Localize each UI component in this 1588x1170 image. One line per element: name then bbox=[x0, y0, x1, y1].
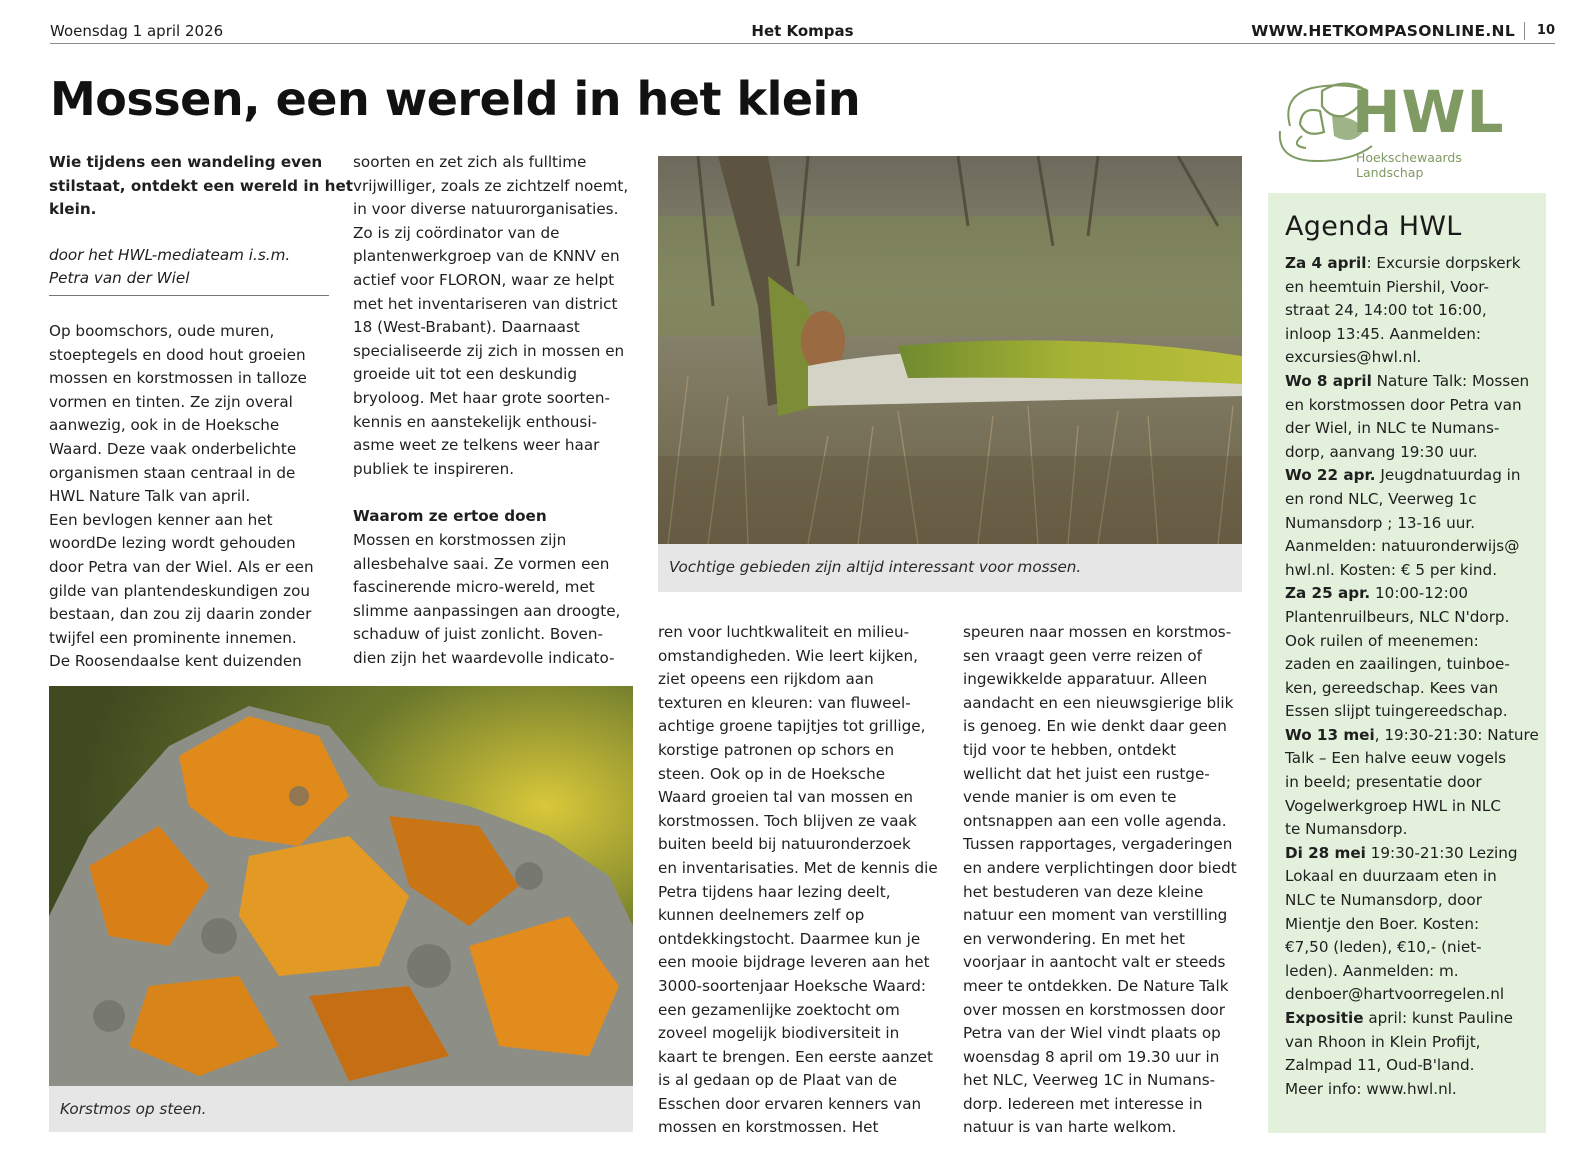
caption-lichen-rock: Korstmos op steen. bbox=[49, 1086, 633, 1132]
text-line: meer te ontdekken. De Nature Talk bbox=[963, 976, 1229, 995]
text-line: publiek te inspireren. bbox=[353, 459, 515, 478]
mossy-branch-image bbox=[658, 156, 1242, 544]
page-header bbox=[50, 22, 1555, 44]
text-line: Wie tijdens een wandeling even bbox=[49, 153, 323, 171]
text-line: een mooie bijdrage leveren aan het bbox=[658, 953, 930, 972]
text-line: Petra tijdens haar lezing deelt, bbox=[658, 882, 891, 901]
text-line: is al gedaan op de Plaat van de bbox=[658, 1071, 898, 1090]
newspaper-name: Het Kompas bbox=[751, 22, 854, 40]
text-line: steen. Ook op in de Hoeksche bbox=[658, 764, 886, 783]
agenda-text: Vogelwerkgroep HWL in NLC bbox=[1285, 796, 1501, 815]
agenda-text: : Excursie dorpskerk bbox=[1366, 254, 1521, 272]
hwl-logo[interactable] bbox=[1272, 76, 1532, 180]
agenda-text: €7,50 (leden), €10,- (niet- bbox=[1285, 938, 1482, 957]
text-line: ren voor luchtkwaliteit en milieu- bbox=[658, 623, 910, 641]
text-line: stoeptegels en dood hout groeien bbox=[49, 345, 306, 364]
agenda-date: Wo 13 mei bbox=[1285, 725, 1375, 744]
article-body-part-1 bbox=[49, 320, 339, 674]
article-column-1 bbox=[49, 151, 354, 674]
text-line: door Petra van der Wiel. Als er een bbox=[49, 557, 314, 576]
text-line: met het inventariseren van district bbox=[353, 294, 618, 313]
article-body-part-2 bbox=[353, 151, 643, 481]
text-line: het NLC, Veerweg 1C in Numans- bbox=[963, 1071, 1216, 1090]
agenda-title: Agenda HWL bbox=[1285, 211, 1462, 242]
text-line: gilde van plantendeskundigen zou bbox=[49, 581, 311, 600]
agenda-text: Zalmpad 11, Oud-B'land. bbox=[1285, 1056, 1475, 1075]
agenda-box bbox=[1268, 193, 1546, 1133]
logo-subtitle: Hoekschewaards Landschap bbox=[1356, 150, 1462, 180]
text-line: Tussen rapportages, vergaderingen bbox=[963, 835, 1233, 854]
text-line: korstmossen. Toch blijven ze vaak bbox=[658, 811, 917, 830]
agenda-line bbox=[1285, 1007, 1536, 1031]
text-line: Op boomschors, oude muren, bbox=[49, 321, 275, 340]
agenda-line bbox=[1285, 1054, 1536, 1078]
agenda-line bbox=[1285, 1031, 1536, 1055]
agenda-text: dorp, aanvang 19:30 uur. bbox=[1285, 442, 1478, 461]
agenda-text: 19:30-21:30 Lezing bbox=[1365, 843, 1518, 862]
text-line: groeide uit tot een deskundig bbox=[353, 365, 577, 384]
article-column-2 bbox=[353, 151, 643, 670]
photo-mossy-branch bbox=[658, 156, 1242, 544]
text-line: voorjaar in aantocht valt er steeds bbox=[963, 953, 1226, 972]
agenda-line bbox=[1285, 1078, 1536, 1102]
agenda-line bbox=[1285, 630, 1536, 654]
agenda-line bbox=[1285, 889, 1536, 913]
agenda-text: Aanmelden: natuuronderwijs@ bbox=[1285, 537, 1520, 556]
text-line: mossen en korstmossen in talloze bbox=[49, 369, 307, 388]
text-line: ontsnappen aan een volle agenda. bbox=[963, 811, 1227, 830]
header-separator bbox=[1524, 22, 1525, 40]
agenda-text: april: kunst Pauline bbox=[1363, 1009, 1513, 1027]
agenda-text: der Wiel, in NLC te Numans- bbox=[1285, 419, 1500, 438]
article-column-3 bbox=[658, 621, 948, 1140]
agenda-line bbox=[1285, 299, 1536, 323]
agenda-line bbox=[1285, 370, 1536, 394]
text-line: Waard. Deze vaak onderbelichte bbox=[49, 439, 297, 458]
text-line: kunnen deelnemers zelf op bbox=[658, 906, 865, 925]
article-intro bbox=[49, 151, 354, 222]
logo-letters: HWL bbox=[1352, 78, 1505, 146]
text-line: Esschen door ervaren kenners van bbox=[658, 1094, 922, 1113]
agenda-line bbox=[1285, 818, 1536, 842]
text-line: ziet opeens een rijkdom aan bbox=[658, 670, 874, 689]
agenda-text: inloop 13:45. Aanmelden: bbox=[1285, 324, 1481, 343]
agenda-line bbox=[1285, 913, 1536, 937]
agenda-text: en korstmossen door Petra van bbox=[1285, 395, 1522, 414]
text-line: in voor diverse natuurorganisaties. bbox=[353, 200, 619, 219]
agenda-line bbox=[1285, 559, 1536, 583]
text-line: vrijwilliger, zoals ze zichtzelf noemt, bbox=[353, 176, 629, 195]
agenda-line bbox=[1285, 842, 1536, 866]
text-line: mossen en korstmossen. Het bbox=[658, 1118, 879, 1137]
agenda-text: NLC te Numansdorp, door bbox=[1285, 891, 1482, 910]
agenda-text: Jeugdnatuurdag in bbox=[1375, 466, 1521, 485]
page-number: 10 bbox=[1536, 23, 1555, 38]
text-line: een gezamenlijke zoektocht om bbox=[658, 1000, 900, 1019]
agenda-text: Plantenruilbeurs, NLC N'dorp. bbox=[1285, 607, 1510, 626]
article-body-part-4 bbox=[658, 621, 948, 1140]
agenda-line bbox=[1285, 394, 1536, 418]
text-line: texturen en kleuren: van fluweel- bbox=[658, 693, 911, 712]
lichen-rock-image bbox=[49, 686, 633, 1086]
website-link[interactable]: WWW.HETKOMPASONLINE.NL bbox=[1251, 22, 1515, 40]
agenda-text: 10:00-12:00 bbox=[1370, 584, 1469, 603]
text-line: over mossen en korstmossen door bbox=[963, 1000, 1226, 1019]
text-line: kennis en aanstekelijk enthousi- bbox=[353, 412, 598, 431]
text-line: achtige groene tapijtjes tot grillige, bbox=[658, 717, 926, 736]
text-line: Petra van der Wiel bbox=[49, 269, 190, 288]
agenda-line bbox=[1285, 865, 1536, 889]
text-line: en andere verplichtingen door biedt bbox=[963, 858, 1237, 877]
text-line: natuur een moment van verstilling bbox=[963, 906, 1228, 925]
text-line: fascinerende micro-wereld, met bbox=[353, 578, 595, 597]
article-body-part-3 bbox=[353, 529, 643, 671]
agenda-text: ken, gereedschap. Kees van bbox=[1285, 678, 1499, 697]
agenda-text: Talk – Een halve eeuw vogels bbox=[1285, 749, 1506, 768]
text-line: slimme aanpassingen aan droogte, bbox=[353, 601, 621, 620]
agenda-text: en heemtuin Piershil, Voor- bbox=[1285, 277, 1489, 296]
text-line: Een bevlogen kenner aan het bbox=[49, 510, 273, 529]
agenda-text: excursies@hwl.nl. bbox=[1285, 348, 1422, 367]
agenda-text: te Numansdorp. bbox=[1285, 820, 1408, 839]
agenda-date: Di 28 mei bbox=[1285, 843, 1366, 862]
text-line: soorten en zet zich als fulltime bbox=[353, 153, 587, 171]
agenda-line bbox=[1285, 700, 1536, 724]
text-line: zoveel mogelijk biodiversiteit in bbox=[658, 1024, 900, 1043]
agenda-line bbox=[1285, 464, 1536, 488]
agenda-date: Za 4 april bbox=[1285, 254, 1367, 272]
agenda-line bbox=[1285, 346, 1536, 370]
agenda-text: Lokaal en duurzaam eten in bbox=[1285, 867, 1497, 886]
text-line: woordDe lezing wordt gehouden bbox=[49, 534, 296, 553]
text-line: Zo is zij coördinator van de bbox=[353, 223, 560, 242]
agenda-line bbox=[1285, 488, 1536, 512]
agenda-text: in beeld; presentatie door bbox=[1285, 773, 1482, 792]
caption-mossy-branch: Vochtige gebieden zijn altijd interessant voor mossen. bbox=[658, 544, 1242, 592]
text-line: is genoeg. En wie denkt daar geen bbox=[963, 717, 1227, 736]
text-line: woensdag 8 april om 19.30 uur in bbox=[963, 1047, 1220, 1066]
text-line: sen vraagt geen verre reizen of bbox=[963, 646, 1203, 665]
text-line: het bestuderen van deze kleine bbox=[963, 882, 1204, 901]
text-line: schaduw of juist zonlicht. Boven- bbox=[353, 625, 604, 644]
agenda-line bbox=[1285, 653, 1536, 677]
text-line: speuren naar mossen en korstmos- bbox=[963, 623, 1232, 641]
agenda-line bbox=[1285, 252, 1536, 276]
text-line: buiten beeld bij natuuronderzoek bbox=[658, 835, 911, 854]
text-line: HWL Nature Talk van april. bbox=[49, 487, 251, 506]
text-line: dorp. Iedereen met interesse in bbox=[963, 1094, 1203, 1113]
text-line: 3000-soortenjaar Hoeksche Waard: bbox=[658, 976, 927, 995]
text-line: aandacht en een nieuwsgierige blik bbox=[963, 693, 1234, 712]
agenda-line bbox=[1285, 582, 1536, 606]
agenda-line bbox=[1285, 771, 1536, 795]
agenda-text: straat 24, 14:00 tot 16:00, bbox=[1285, 301, 1487, 320]
agenda-line bbox=[1285, 983, 1536, 1007]
agenda-line bbox=[1285, 606, 1536, 630]
text-line: omstandigheden. Wie leert kijken, bbox=[658, 646, 918, 665]
agenda-text: Mientje den Boer. Kosten: bbox=[1285, 914, 1480, 933]
agenda-text: Nature Talk: Mossen bbox=[1371, 371, 1530, 390]
issue-date: Woensdag 1 april 2026 bbox=[50, 22, 224, 40]
text-line: kaart te brengen. Een eerste aanzet bbox=[658, 1047, 933, 1066]
text-line: twijfel een prominente innemen. bbox=[49, 628, 297, 647]
agenda-line bbox=[1285, 512, 1536, 536]
text-line: stilstaat, ontdekt een wereld in het bbox=[49, 176, 354, 195]
agenda-line bbox=[1285, 960, 1536, 984]
text-line: en verwondering. En met het bbox=[963, 929, 1185, 948]
text-line: vende manier is om even te bbox=[963, 788, 1177, 807]
agenda-line bbox=[1285, 276, 1536, 300]
text-line: Waard groeien tal van mossen en bbox=[658, 788, 914, 807]
agenda-line bbox=[1285, 417, 1536, 441]
agenda-text: denboer@hartvoorregelen.nl bbox=[1285, 985, 1505, 1004]
agenda-line bbox=[1285, 535, 1536, 559]
agenda-line bbox=[1285, 936, 1536, 960]
text-line: aanwezig, ook in de Hoeksche bbox=[49, 416, 280, 435]
text-line: asme weet ze telkens weer haar bbox=[353, 436, 600, 455]
agenda-list bbox=[1285, 252, 1539, 1101]
agenda-date: Wo 8 april bbox=[1285, 371, 1372, 390]
text-line: allesbehalve saai. Ze vormen een bbox=[353, 554, 610, 573]
text-line: korstige patronen op schors en bbox=[658, 740, 895, 759]
agenda-text: zaden en zaailingen, tuinboe- bbox=[1285, 655, 1510, 674]
agenda-date: Wo 22 apr. bbox=[1285, 466, 1376, 485]
agenda-line bbox=[1285, 677, 1536, 701]
agenda-text: Numansdorp ; 13-16 uur. bbox=[1285, 513, 1476, 532]
article-subhead: Waarom ze ertoe doen bbox=[353, 507, 547, 526]
text-line: en inventarisaties. Met de kennis die bbox=[658, 858, 938, 877]
photo-lichen-rock bbox=[49, 686, 633, 1086]
text-line: bryoloog. Met haar grote soorten- bbox=[353, 388, 610, 407]
agenda-text: , 19:30-21:30: Nature bbox=[1374, 725, 1539, 744]
article-body-part-5 bbox=[963, 621, 1253, 1140]
agenda-date: Za 25 apr. bbox=[1285, 584, 1371, 603]
text-line: tijd voor te hebben, ontdekt bbox=[963, 740, 1177, 759]
agenda-line bbox=[1285, 747, 1536, 771]
text-line: natuur is van harte welkom. bbox=[963, 1118, 1177, 1137]
agenda-date: Expositie bbox=[1285, 1009, 1364, 1027]
article-column-4 bbox=[963, 621, 1253, 1140]
text-line: bestaan, dan zou zij daarin zonder bbox=[49, 605, 312, 624]
text-line: 18 (West-Brabant). Daarnaast bbox=[353, 318, 580, 337]
article-byline bbox=[49, 244, 329, 296]
agenda-line bbox=[1285, 724, 1539, 748]
text-line: ontdekkingstocht. Daarmee kun je bbox=[658, 929, 921, 948]
agenda-text: Meer info: www.hwl.nl. bbox=[1285, 1079, 1457, 1098]
text-line: specialiseerde zij zich in mossen en bbox=[353, 341, 625, 360]
text-line: organismen staan centraal in de bbox=[49, 463, 296, 482]
text-line: klein. bbox=[49, 200, 97, 219]
text-line: wellicht dat het juist een rustge- bbox=[963, 764, 1210, 783]
agenda-line bbox=[1285, 323, 1536, 347]
text-line: De Roosendaalse kent duizenden bbox=[49, 652, 302, 671]
text-line: plantenwerkgroep van de KNNV en bbox=[353, 247, 620, 266]
text-line: door het HWL-mediateam i.s.m. bbox=[49, 245, 291, 264]
agenda-text: leden). Aanmelden: m. bbox=[1285, 961, 1459, 980]
agenda-text: van Rhoon in Klein Profijt, bbox=[1285, 1032, 1481, 1051]
agenda-line bbox=[1285, 795, 1536, 819]
text-line: Petra van der Wiel vindt plaats op bbox=[963, 1024, 1221, 1043]
agenda-text: en rond NLC, Veerweg 1c bbox=[1285, 489, 1477, 508]
text-line: ingewikkelde apparatuur. Alleen bbox=[963, 670, 1208, 689]
text-line: vormen en tinten. Ze zijn overal bbox=[49, 392, 293, 411]
agenda-line bbox=[1285, 441, 1536, 465]
text-line: actief voor FLORON, waar ze helpt bbox=[353, 270, 615, 289]
text-line: Mossen en korstmossen zijn bbox=[353, 530, 567, 549]
article-headline: Mossen, een wereld in het klein bbox=[50, 72, 861, 126]
agenda-text: Essen slijpt tuingereedschap. bbox=[1285, 702, 1508, 721]
text-line: dien zijn het waardevolle indicato- bbox=[353, 648, 615, 667]
agenda-text: hwl.nl. Kosten: € 5 per kind. bbox=[1285, 560, 1498, 579]
agenda-text: Ook ruilen of meenemen: bbox=[1285, 631, 1479, 650]
